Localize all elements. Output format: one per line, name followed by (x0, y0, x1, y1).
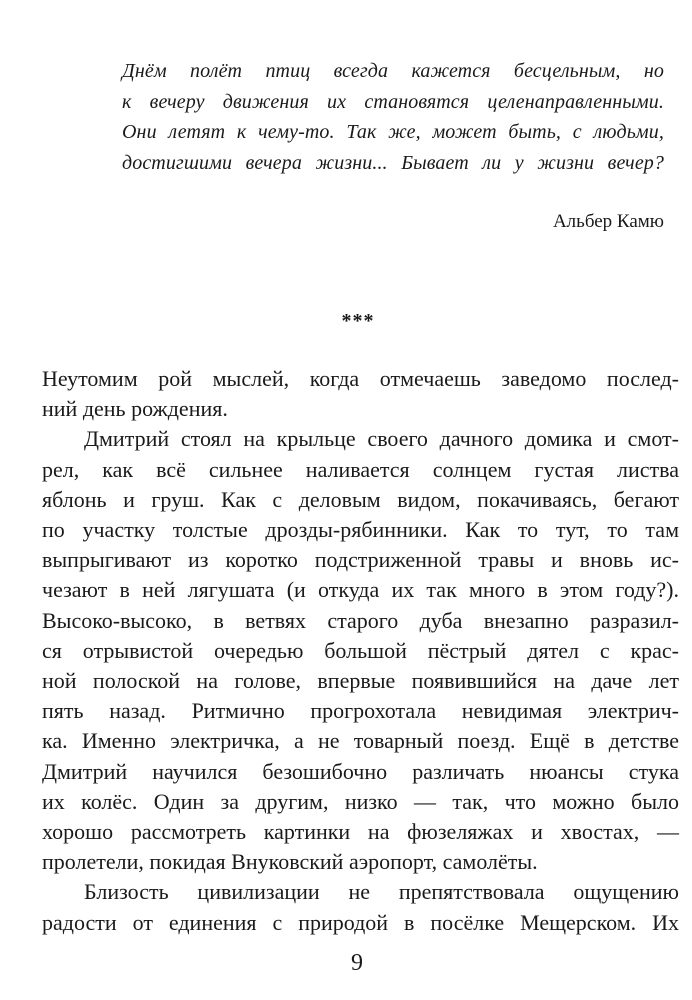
text-line: Дмитрий стоял на крыльце своего дачного домика и смот- (84, 426, 679, 452)
text-line: Высоко-высоко, в ветвях старого дуба внезапно разразил- (42, 607, 679, 633)
epigraph-line: достигшими вечера жизни... Бывает ли у жизни вечер? (122, 151, 664, 174)
text-line: хорошо рассмотреть картинки на фюзеляжах и хвостах, — (42, 819, 679, 845)
text-line: выпрыгивают из коротко подстриженной травы и вновь ис- (42, 547, 679, 573)
epigraph-line: Днём полёт птиц всегда кажется бесцельным, но (122, 60, 664, 82)
main-text (42, 364, 679, 938)
text-line: Дмитрий научился безошибочно различать нюансы стука (42, 758, 679, 784)
text-line: ся отрывистой очередью большой пёстрый дятел с крас- (42, 637, 679, 663)
text-line: яблонь и груш. Как с деловым видом, покачиваясь, бегают (42, 486, 679, 512)
text-line: ний день рождения. (42, 396, 228, 422)
text-line: пролетели, покидая Внуковский аэропорт, самолёты. (42, 849, 538, 875)
epigraph-line: Они летят к чему-то. Так же, может быть, с людьми, (122, 121, 664, 143)
text-line: ка. Именно электричка, а не товарный поезд. Ещё в детстве (42, 728, 679, 754)
text-line: их колёс. Один за другим, низко — так, что можно было (42, 788, 679, 814)
text-line: ной полоской на голове, впервые появившийся на даче лет (42, 668, 679, 694)
text-line: рел, как всё сильнее наливается солнцем густая листва (42, 456, 679, 482)
epigraph (122, 56, 664, 178)
text-line: Близость цивилизации не препятствовала ощущению (84, 879, 679, 905)
text-line: пять назад. Ритмично прогрохотала невидимая электрич- (42, 698, 679, 724)
epigraph-author: Альбер Камю (552, 211, 664, 232)
text-line: чезают в ней лягушата (и откуда их так много в этом году?). (42, 577, 679, 603)
text-line: радости от единения с природой в посёлке Мещерском. Их (42, 909, 679, 935)
page-number: 9 (351, 950, 363, 976)
text-line: по участку толстые дрозды-рябинники. Как то тут, то там (42, 517, 679, 543)
section-divider: *** (341, 310, 375, 332)
epigraph-line: к вечеру движения их становятся целенаправленными. (122, 90, 664, 113)
text-line: Неутомим рой мыслей, когда отмечаешь заведомо послед- (42, 366, 679, 391)
